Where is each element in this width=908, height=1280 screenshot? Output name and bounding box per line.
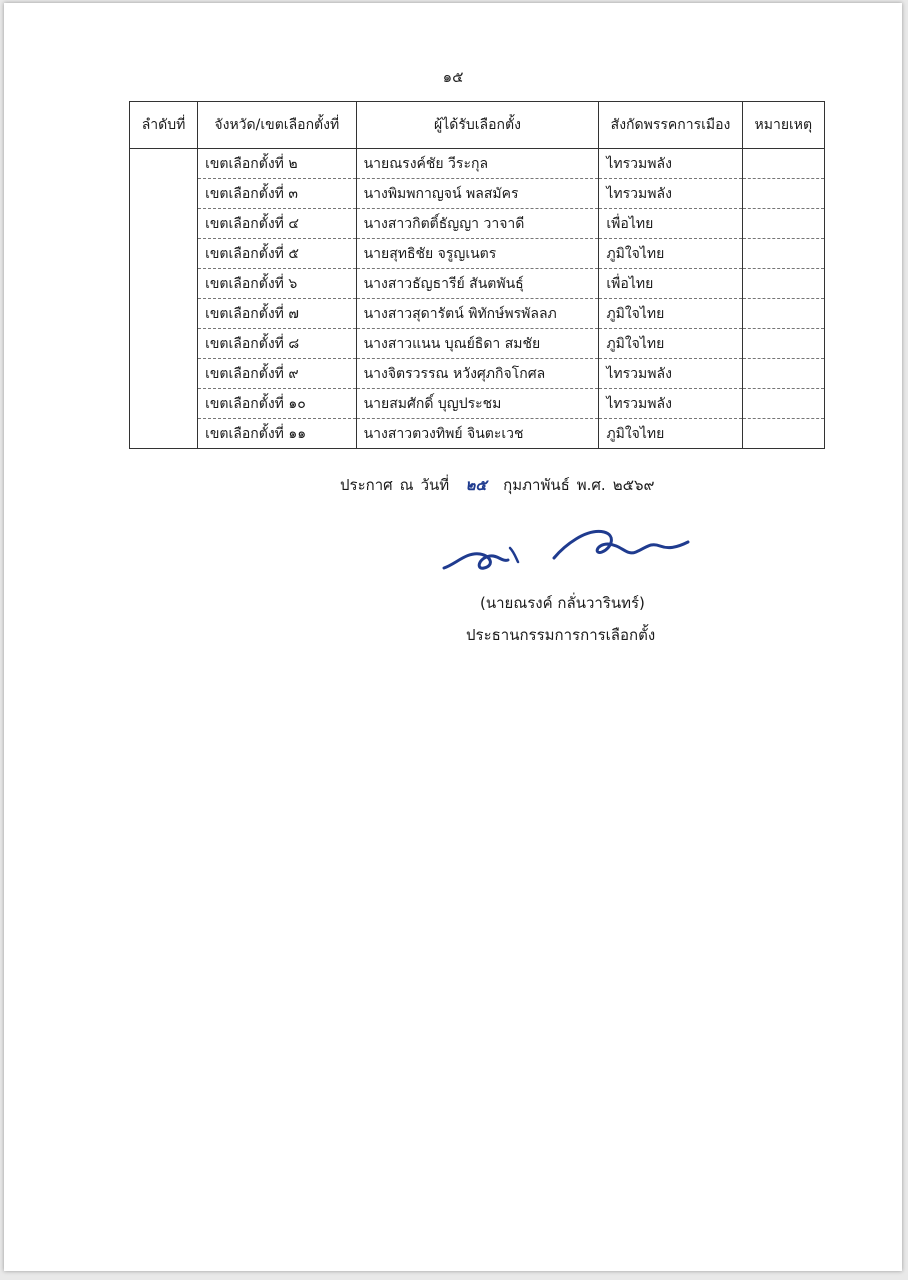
signer-title: ประธานกรรมการการเลือกตั้ง — [466, 626, 656, 644]
table-row — [130, 419, 825, 449]
district-cell: เขตเลือกตั้งที่ ๒ — [198, 149, 357, 179]
name-cell: นายณรงค์ชัย วีระกุล — [356, 149, 599, 179]
table-row — [130, 179, 825, 209]
table-row — [130, 209, 825, 239]
table-row — [130, 239, 825, 269]
district-cell: เขตเลือกตั้งที่ ๑๐ — [198, 389, 357, 419]
name-cell: นางจิตรวรรณ หวังศุภกิจโกศล — [356, 359, 599, 389]
name-cell: นางสาวตวงทิพย์ จินตะเวช — [356, 419, 599, 449]
signature-stroke-1 — [444, 554, 508, 568]
table-row — [130, 149, 825, 179]
note-cell — [742, 209, 824, 239]
name-cell: นางสาวกิตติ์ธัญญา วาจาดี — [356, 209, 599, 239]
name-cell: นางสาวธัญธารีย์ สันตพันธุ์ — [356, 269, 599, 299]
party-cell: ภูมิใจไทย — [599, 419, 742, 449]
district-cell: เขตเลือกตั้งที่ ๑๑ — [198, 419, 357, 449]
announce-year: ๒๕๖๙ — [612, 476, 655, 494]
note-cell — [742, 359, 824, 389]
page-number: ๑๕ — [442, 68, 464, 86]
party-cell: ไทรวมพลัง — [599, 389, 742, 419]
header-district: จังหวัด/เขตเลือกตั้งที่ — [198, 102, 357, 149]
signature-stroke-3 — [554, 531, 688, 558]
party-cell: ภูมิใจไทย — [599, 329, 742, 359]
table-row — [130, 329, 825, 359]
name-cell: นางพิมพกาญจน์ พลสมัคร — [356, 179, 599, 209]
note-cell — [742, 299, 824, 329]
party-cell: ไทรวมพลัง — [599, 359, 742, 389]
note-cell — [742, 149, 824, 179]
note-cell — [742, 419, 824, 449]
party-cell: เพื่อไทย — [599, 269, 742, 299]
table-row — [130, 389, 825, 419]
header-elected-person: ผู้ได้รับเลือกตั้ง — [356, 102, 599, 149]
announce-at: ณ — [399, 476, 414, 494]
name-cell: นายสุทธิชัย จรูญเนตร — [356, 239, 599, 269]
party-cell: ภูมิใจไทย — [599, 239, 742, 269]
header-order: ลำดับที่ — [130, 102, 198, 149]
signature-stroke-2 — [510, 548, 518, 562]
party-cell: ไทรวมพลัง — [599, 149, 742, 179]
note-cell — [742, 239, 824, 269]
party-cell: เพื่อไทย — [599, 209, 742, 239]
header-party: สังกัดพรรคการเมือง — [599, 102, 742, 149]
district-cell: เขตเลือกตั้งที่ ๙ — [198, 359, 357, 389]
name-cell: นายสมศักดิ์ บุญประชม — [356, 389, 599, 419]
signer-name: (นายณรงค์ กลั่นวารินทร์) — [480, 594, 645, 612]
table-header-row — [130, 102, 825, 149]
name-cell: นางสาวสุดารัตน์ พิทักษ์พรพัลลภ — [356, 299, 599, 329]
party-cell: ไทรวมพลัง — [599, 179, 742, 209]
announce-month: กุมภาพันธ์ — [503, 476, 570, 494]
district-cell: เขตเลือกตั้งที่ ๗ — [198, 299, 357, 329]
announce-day-label: วันที่ — [420, 476, 450, 494]
district-cell: เขตเลือกตั้งที่ ๓ — [198, 179, 357, 209]
district-cell: เขตเลือกตั้งที่ ๖ — [198, 269, 357, 299]
announce-prefix: ประกาศ — [340, 476, 393, 494]
announcement-line — [340, 473, 661, 497]
header-remark: หมายเหตุ — [742, 102, 824, 149]
table-row — [130, 269, 825, 299]
note-cell — [742, 269, 824, 299]
name-cell: นางสาวแนน บุณย์ธิดา สมชัย — [356, 329, 599, 359]
note-cell — [742, 179, 824, 209]
party-cell: ภูมิใจไทย — [599, 299, 742, 329]
handwritten-day: ๒๕ — [465, 476, 487, 494]
district-cell: เขตเลือกตั้งที่ ๔ — [198, 209, 357, 239]
table-row — [130, 359, 825, 389]
announce-era: พ.ศ. — [576, 476, 606, 494]
district-cell: เขตเลือกตั้งที่ ๘ — [198, 329, 357, 359]
district-cell: เขตเลือกตั้งที่ ๕ — [198, 239, 357, 269]
order-cell — [130, 149, 198, 449]
document-page — [4, 3, 902, 1271]
note-cell — [742, 329, 824, 359]
signature-image — [436, 518, 696, 578]
table-row — [130, 299, 825, 329]
note-cell — [742, 389, 824, 419]
election-results-table — [129, 101, 825, 449]
